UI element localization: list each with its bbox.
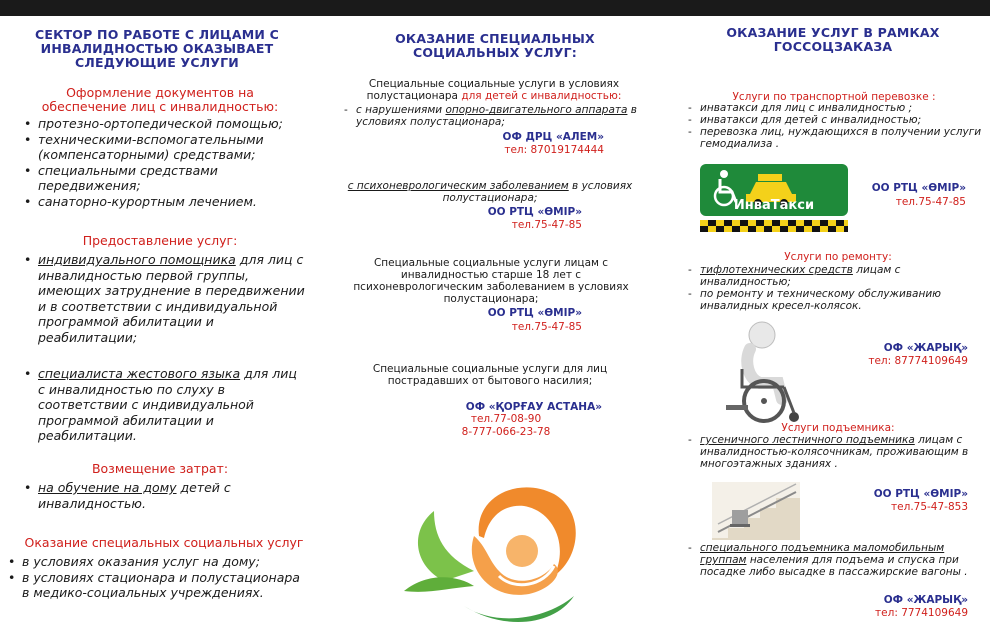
text: в условиях полустационара; (356, 104, 637, 128)
phone: тел: 7774109649 (875, 607, 968, 619)
underlined-term: индивидуального помощника (38, 252, 236, 267)
phone: тел.75-47-85 (895, 196, 966, 208)
block2-text (342, 180, 638, 204)
phone: тел: 87774109649 (868, 355, 968, 367)
list-item (684, 542, 980, 578)
list-item: - перевозка лиц, нуждающихся в получении услуги гемодиализа . (684, 126, 982, 150)
list-item (684, 434, 980, 470)
lift-list-2 (684, 542, 980, 578)
phone: тел.75-47-85 (511, 219, 582, 231)
docs-list (22, 116, 312, 209)
list-item: - по ремонту и техническому обслуживанию инвалидных кресел-колясок. (684, 288, 980, 312)
text: Специальные социальные услуги в условиях полустационара (366, 78, 620, 102)
wheelchair-figure-icon (712, 321, 812, 425)
org-name: ОО РТЦ «ӨМІР» (487, 307, 582, 319)
transport-list (684, 102, 982, 150)
costs-heading: Возмещение затрат: (91, 461, 229, 476)
list-item (22, 480, 306, 511)
item-text: для лиц с инвалидностью по слуху в соответствии с индивидуальной программой абилитации и реабилитации. (38, 366, 297, 443)
column-disability-sector (0, 16, 318, 640)
services-list-2 (22, 366, 306, 444)
logo-text: ИнваТакси (733, 198, 815, 213)
state-order-title: ОКАЗАНИЕ УСЛУГ В РАМКАХ ГОССОЦЗАКАЗА (726, 25, 940, 54)
services-heading: Предоставление услуг: (82, 233, 238, 248)
column-state-order (678, 16, 990, 640)
text: населения для подъема и спуска при посадке либо высадке в пассажирские вагоны . (700, 554, 968, 578)
underlined-term: гусеничного лестничного подъемника (700, 434, 915, 446)
text: лицам с инвалидностью-колясочникам, проживающим в многоэтажных зданиях . (700, 434, 969, 470)
repair-list (684, 264, 980, 312)
leaf-icon (464, 596, 574, 622)
services-list (22, 252, 306, 345)
underlined-term: опорно-двигательного аппарата (445, 104, 628, 116)
list-item: • в условиях стационара и полустационара в медико-социальных учреждениях. (6, 570, 306, 601)
mother-child-leaf-logo (404, 476, 594, 626)
org-name: ОФ «ҚОРҒАУ АСТАНА» (465, 401, 602, 413)
block1-list (340, 104, 640, 128)
phone: тел.75-47-85 (511, 321, 582, 333)
org-name: ОФ ДРЦ «АЛЕМ» (502, 131, 604, 143)
lift-heading: Услуги подъемника: (781, 422, 895, 434)
org-name: ОО РТЦ «ӨМІР» (871, 182, 966, 194)
item-text: детей с инвалидностью. (38, 480, 231, 511)
docs-heading: Оформление документов на обеспечение лиц с инвалидностью: (41, 85, 279, 114)
leaf-icon (418, 511, 474, 581)
underlined-term: с психоневрологическим заболеванием (347, 180, 569, 192)
text: с нарушениями (356, 104, 446, 116)
underlined-term: тифлотехнических средств (700, 264, 853, 276)
org-name: ОФ «ЖАРЫҚ» (883, 342, 968, 354)
list-item (22, 366, 306, 444)
invataxi-logo (700, 164, 848, 232)
column-special-services (330, 16, 662, 640)
lift-list (684, 434, 980, 470)
org-name: ОО РТЦ «ӨМІР» (873, 488, 968, 500)
transport-heading: Услуги по транспортной перевозке : (732, 91, 936, 103)
list-item: • санаторно-курортным лечением. (22, 194, 312, 210)
item-text: для лиц с инвалидностью первой группы, имеющих затруднение в передвижении и в соответствии с индивидуальной программой абилитации и реабилитации; (38, 252, 305, 345)
list-item: • техническими-вспомогательными (компенсаторными) средствами; (22, 132, 312, 163)
top-bar (0, 0, 990, 16)
org-name: ОФ «ЖАРЫҚ» (883, 594, 968, 606)
sector-title: СЕКТОР ПО РАБОТЕ С ЛИЦАМИ С ИНВАЛИДНОСТЬЮ ОКАЗЫВАЕТ СЛЕДУЮЩИЕ УСЛУГИ (35, 27, 279, 70)
org-name: ОО РТЦ «ӨМІР» (487, 206, 582, 218)
repair-heading: Услуги по ремонту: (784, 251, 892, 263)
phone: тел: 87019174444 (504, 144, 604, 156)
block1-text (360, 78, 628, 102)
text: лицам с инвалидностью; (700, 264, 901, 288)
list-item: - инватакси для лиц с инвалидностью ; (684, 102, 982, 114)
costs-list (22, 480, 306, 511)
list-item (340, 104, 640, 128)
leaf-icon (404, 577, 474, 592)
child-head-icon (506, 535, 538, 567)
block3-text: Специальные социальные услуги лицам с инвалидностью старше 18 лет с психоневрологическим заболеванием в условиях полустационара; (353, 257, 629, 305)
list-item: • специальными средствами передвижения; (22, 163, 312, 194)
social-heading: Оказание специальных социальных услуг (24, 535, 304, 550)
phone: тел.77-08-90 (470, 413, 542, 425)
underlined-term: специалиста жестового языка (38, 366, 241, 381)
list-item (684, 264, 980, 288)
block4-text: Специальные социальные услуги для лиц пострадавших от бытового насилия; (372, 363, 608, 387)
highlight-text: для детей с инвалидностью: (461, 90, 622, 102)
special-services-title: ОКАЗАНИЕ СПЕЦИАЛЬНЫХ СОЦИАЛЬНЫХ УСЛУГ: (395, 31, 595, 60)
phone: 8-777-066-23-78 (461, 426, 551, 438)
list-item: - инватакси для детей с инвалидностью; (684, 114, 982, 126)
list-item: • в условиях оказания услуг на дому; (6, 554, 306, 570)
list-item (22, 252, 306, 345)
underlined-term: специального подъемника маломобильным группам (700, 542, 945, 566)
text: в условиях полустационара; (442, 180, 633, 204)
stair-lift-icon (712, 482, 800, 540)
underlined-term: на обучение на дому (38, 480, 177, 495)
list-item: • протезно-ортопедической помощью; (22, 116, 312, 132)
social-list (6, 554, 306, 601)
phone: тел.75-47-853 (891, 501, 968, 513)
